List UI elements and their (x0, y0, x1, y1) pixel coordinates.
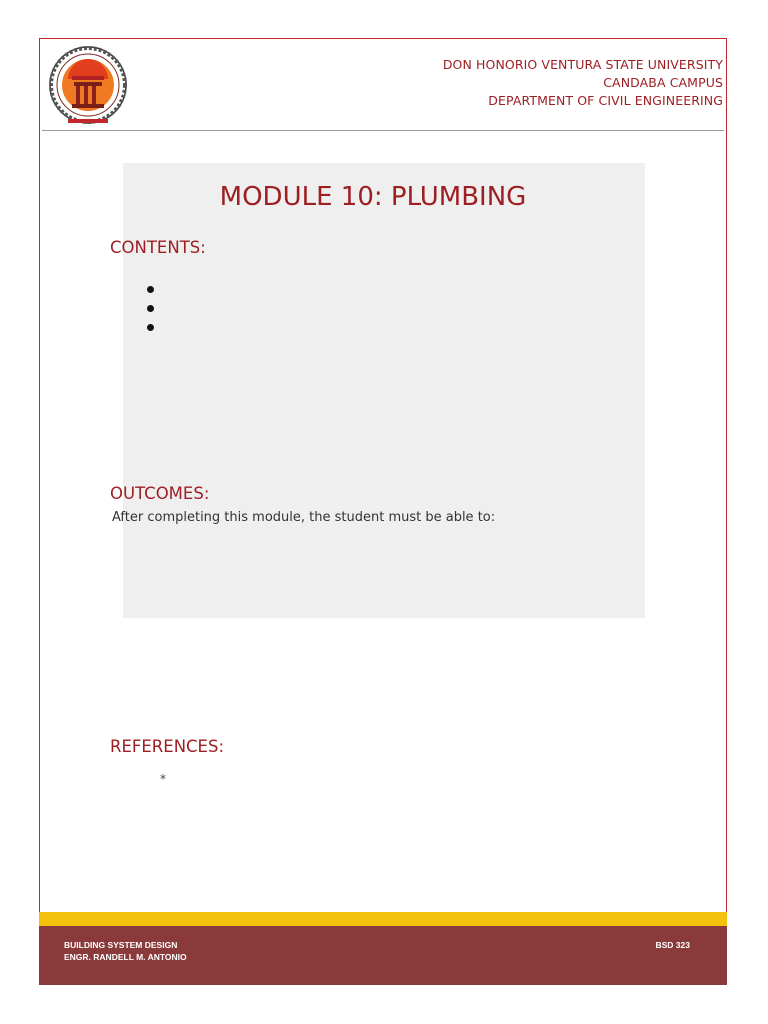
module-title: MODULE 10: PLUMBING (219, 182, 527, 213)
outcomes-heading: OUTCOMES: (110, 484, 210, 503)
university-header (443, 56, 723, 110)
university-name: DON HONORIO VENTURA STATE UNIVERSITY (442, 57, 723, 72)
footer-course-code: BSD 323 (655, 940, 690, 950)
outcomes-intro: After completing this module, the student must be able to: (112, 510, 496, 525)
contents-heading: CONTENTS: (110, 238, 206, 257)
campus-name: CANDABA CAMPUS (603, 75, 723, 90)
footer-instructor: ENGR. RANDELL M. ANTONIO (64, 952, 187, 962)
header-divider (42, 130, 724, 131)
college-seal-logo (42, 43, 134, 127)
footer-course-name: BUILDING SYSTEM DESIGN (64, 940, 178, 950)
reference-item: * (160, 772, 166, 786)
department-name: DEPARTMENT OF CIVIL ENGINEERING (488, 93, 723, 108)
content-panel-background (123, 163, 645, 618)
references-heading: REFERENCES: (110, 737, 225, 756)
footer-course-info (64, 939, 187, 963)
footer-stripe (39, 912, 727, 926)
